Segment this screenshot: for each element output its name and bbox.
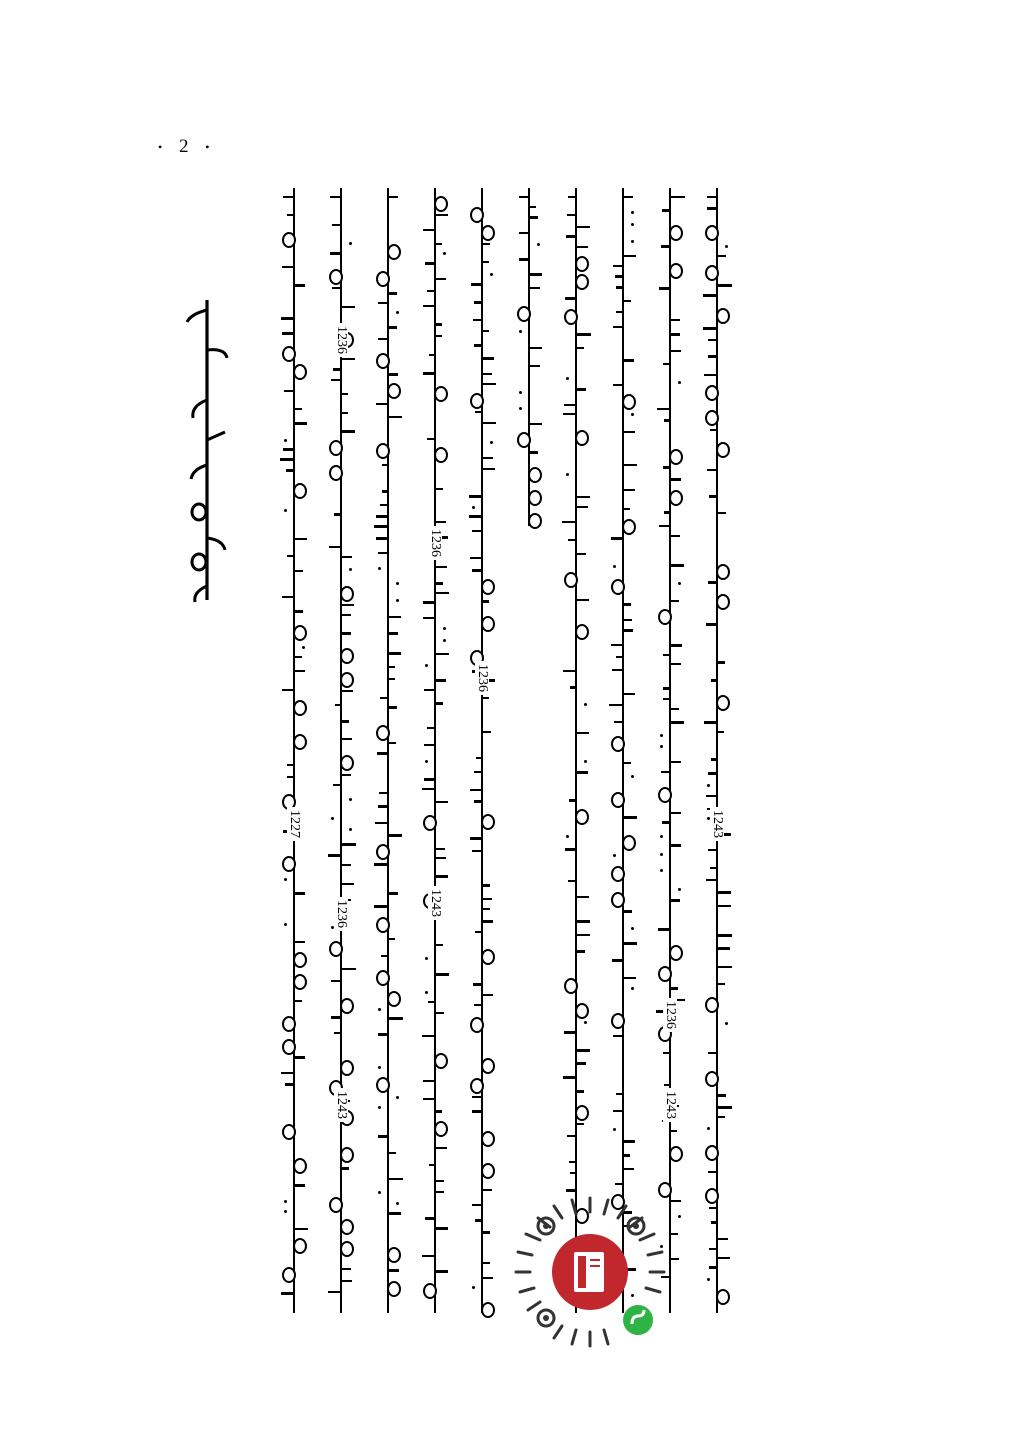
inline-number: 1236 xyxy=(663,998,677,1032)
page-number: • 2 • xyxy=(158,136,216,157)
inline-number: 1227 xyxy=(287,807,301,841)
mongolian-script-heading xyxy=(175,290,235,610)
inline-number: 1236 xyxy=(334,897,348,931)
inline-number: 1236 xyxy=(334,323,348,357)
script-column xyxy=(279,188,309,1313)
script-column xyxy=(420,188,450,1313)
script-column xyxy=(561,188,591,1313)
script-column xyxy=(702,188,732,1313)
inline-number: 1236 xyxy=(428,526,442,560)
inline-number: 1243 xyxy=(334,1088,348,1122)
inline-number: 1236 xyxy=(475,661,489,695)
script-column xyxy=(467,188,497,1313)
mini-program-code-watermark xyxy=(508,1190,673,1355)
script-column xyxy=(655,188,685,1313)
script-column xyxy=(514,188,544,526)
script-column xyxy=(608,188,638,1313)
inline-number: 1243 xyxy=(663,1088,677,1122)
inline-number: 1243 xyxy=(710,807,724,841)
script-column xyxy=(373,188,403,1313)
inline-number: 1243 xyxy=(428,886,442,920)
mongolian-script-text-block xyxy=(262,188,732,1313)
